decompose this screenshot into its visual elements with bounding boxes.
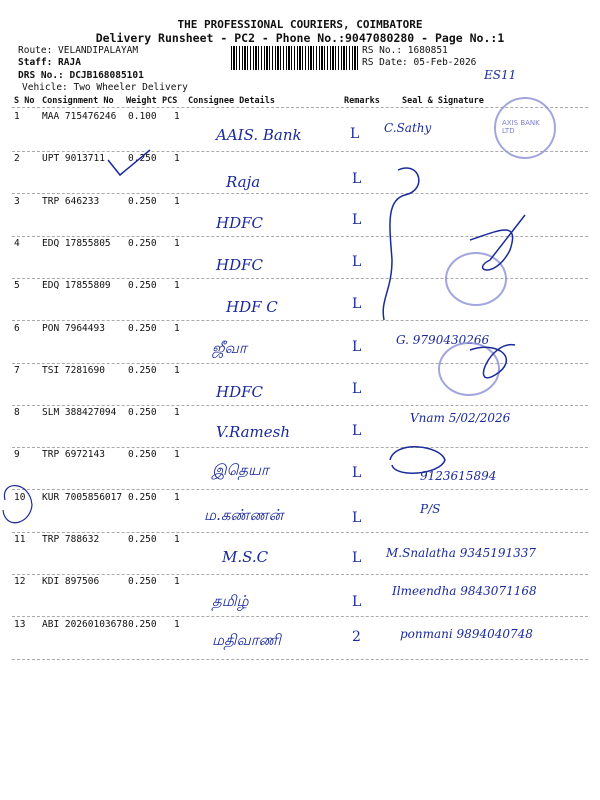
consignee-handwriting: HDFC xyxy=(216,214,263,232)
row-pcs: 1 xyxy=(174,323,180,334)
row-weight: 0.250 xyxy=(128,492,157,503)
staff-label: Staff: RAJA xyxy=(18,57,81,68)
row-weight: 0.250 xyxy=(128,280,157,291)
col-pcs: PCS xyxy=(162,96,178,106)
consignee-handwriting: V.Ramesh xyxy=(216,423,291,441)
row-consignment: TSI 7281690 xyxy=(42,365,105,376)
signature-handwriting: G. 9790430266 xyxy=(396,333,490,347)
row-pcs: 1 xyxy=(174,534,180,545)
row-pcs: 1 xyxy=(174,365,180,376)
runsheet-subtitle: Delivery Runsheet - PC2 - Phone No.:9047080280 - Page No.:1 xyxy=(95,31,505,45)
row-consignment: PON 7964493 xyxy=(42,323,105,334)
row-consignment: TRP 788632 xyxy=(42,534,100,545)
consignee-handwriting: தமிழ் xyxy=(212,592,249,610)
consignee-handwriting: M.S.C xyxy=(222,548,269,566)
row-pcs: 1 xyxy=(174,619,180,630)
row-weight: 0.250 xyxy=(128,534,157,545)
col-consignment: Consignment No xyxy=(42,96,114,106)
signature-handwriting: C.Sathy xyxy=(384,121,432,135)
row-consignment: ABI 20260103678 xyxy=(42,619,128,630)
row-weight: 0.250 xyxy=(128,449,157,460)
row-sno: 8 xyxy=(14,407,20,418)
row-pcs: 1 xyxy=(174,238,180,249)
signature-handwriting: Vnam 5/02/2026 xyxy=(410,411,511,425)
remark-mark: L xyxy=(352,550,362,566)
remark-mark: L xyxy=(352,465,362,481)
row-consignment: EDQ 17855805 xyxy=(42,238,111,249)
remark-mark: L xyxy=(352,510,362,526)
signature-handwriting: 9123615894 xyxy=(420,469,497,483)
row-pcs: 1 xyxy=(174,280,180,291)
rs-number: RS No.: 1680851 xyxy=(362,45,448,56)
row-weight: 0.250 xyxy=(128,323,157,334)
remark-mark: L xyxy=(350,126,360,142)
row-pcs: 1 xyxy=(174,111,180,122)
row-consignment: TRP 6972143 xyxy=(42,449,105,460)
row-sno: 2 xyxy=(14,153,20,164)
consignee-handwriting: HDF C xyxy=(226,298,278,316)
row-sno: 10 xyxy=(14,492,26,503)
consignee-handwriting: இதெயா xyxy=(212,461,269,479)
row-sno: 3 xyxy=(14,196,20,207)
consignee-handwriting: ஜீவா xyxy=(212,339,247,357)
row-weight: 0.250 xyxy=(128,365,157,376)
row-weight: 0.250 xyxy=(128,407,157,418)
col-sno: S No xyxy=(14,96,35,106)
remark-mark: L xyxy=(352,339,362,355)
signature-handwriting: ponmani 9894040748 xyxy=(400,627,533,641)
route-label: Route: VELANDIPALAYAM xyxy=(18,45,139,56)
row-pcs: 1 xyxy=(174,196,180,207)
rs-date: RS Date: 05-Feb-2026 xyxy=(362,57,477,68)
remark-mark: L xyxy=(352,254,362,270)
remark-mark: 2 xyxy=(352,629,361,645)
row-pcs: 1 xyxy=(174,449,180,460)
row-pcs: 1 xyxy=(174,576,180,587)
row-weight: 0.250 xyxy=(128,619,157,630)
signature-handwriting: Ilmeendha 9843071168 xyxy=(392,584,537,598)
row-consignment: KDI 897506 xyxy=(42,576,100,587)
col-consignee: Consignee Details xyxy=(188,96,275,106)
corner-note: ES11 xyxy=(484,68,517,82)
consignee-handwriting: ம.கண்ணன் xyxy=(204,506,284,524)
remark-mark: L xyxy=(352,594,362,610)
remark-mark: L xyxy=(352,212,362,228)
col-seal-signature: Seal & Signature xyxy=(402,96,484,106)
row-consignment: SLM 388427094 xyxy=(42,407,117,418)
row-weight: 0.250 xyxy=(128,576,157,587)
drs-label: DRS No.: DCJB168085101 xyxy=(18,70,144,81)
stamp-text: AXIS BANK LTD xyxy=(502,119,540,135)
consignee-handwriting: Raja xyxy=(226,173,261,191)
row-sno: 5 xyxy=(14,280,20,291)
row-sno: 9 xyxy=(14,449,20,460)
consignee-handwriting: HDFC xyxy=(216,256,263,274)
row-sno: 6 xyxy=(14,323,20,334)
row-weight: 0.100 xyxy=(128,111,157,122)
remark-mark: L xyxy=(352,423,362,439)
row-pcs: 1 xyxy=(174,407,180,418)
consignee-handwriting: மதிவாணி xyxy=(212,631,281,649)
row-sno: 7 xyxy=(14,365,20,376)
row-sno: 4 xyxy=(14,238,20,249)
col-remarks: Remarks xyxy=(344,96,380,106)
row-sno: 13 xyxy=(14,619,26,630)
vehicle-label: Vehicle: Two Wheeler Delivery xyxy=(22,82,188,93)
consignee-handwriting: AAIS. Bank xyxy=(216,126,302,144)
row-sno: 12 xyxy=(14,576,26,587)
row-weight: 0.250 xyxy=(128,196,157,207)
row-pcs: 1 xyxy=(174,492,180,503)
row-consignment: UPT 9013711 xyxy=(42,153,105,164)
consignee-handwriting: HDFC xyxy=(216,383,263,401)
company-title: THE PROFESSIONAL COURIERS, COIMBATORE xyxy=(177,18,423,31)
row-weight: 0.250 xyxy=(128,153,157,164)
row-sno: 1 xyxy=(14,111,20,122)
signature-handwriting: M.Snalatha 9345191337 xyxy=(386,546,537,560)
row-consignment: TRP 646233 xyxy=(42,196,100,207)
row-consignment: KUR 7005856017 xyxy=(42,492,123,503)
col-weight: Weight xyxy=(126,96,157,106)
remark-mark: L xyxy=(352,381,362,397)
row-consignment: EDQ 17855809 xyxy=(42,280,111,291)
remark-mark: L xyxy=(352,171,362,187)
remark-mark: L xyxy=(352,296,362,312)
row-pcs: 1 xyxy=(174,153,180,164)
row-consignment: MAA 715476246 xyxy=(42,111,117,122)
signature-handwriting: P/S xyxy=(420,502,441,516)
row-sno: 11 xyxy=(14,534,26,545)
row-weight: 0.250 xyxy=(128,238,157,249)
